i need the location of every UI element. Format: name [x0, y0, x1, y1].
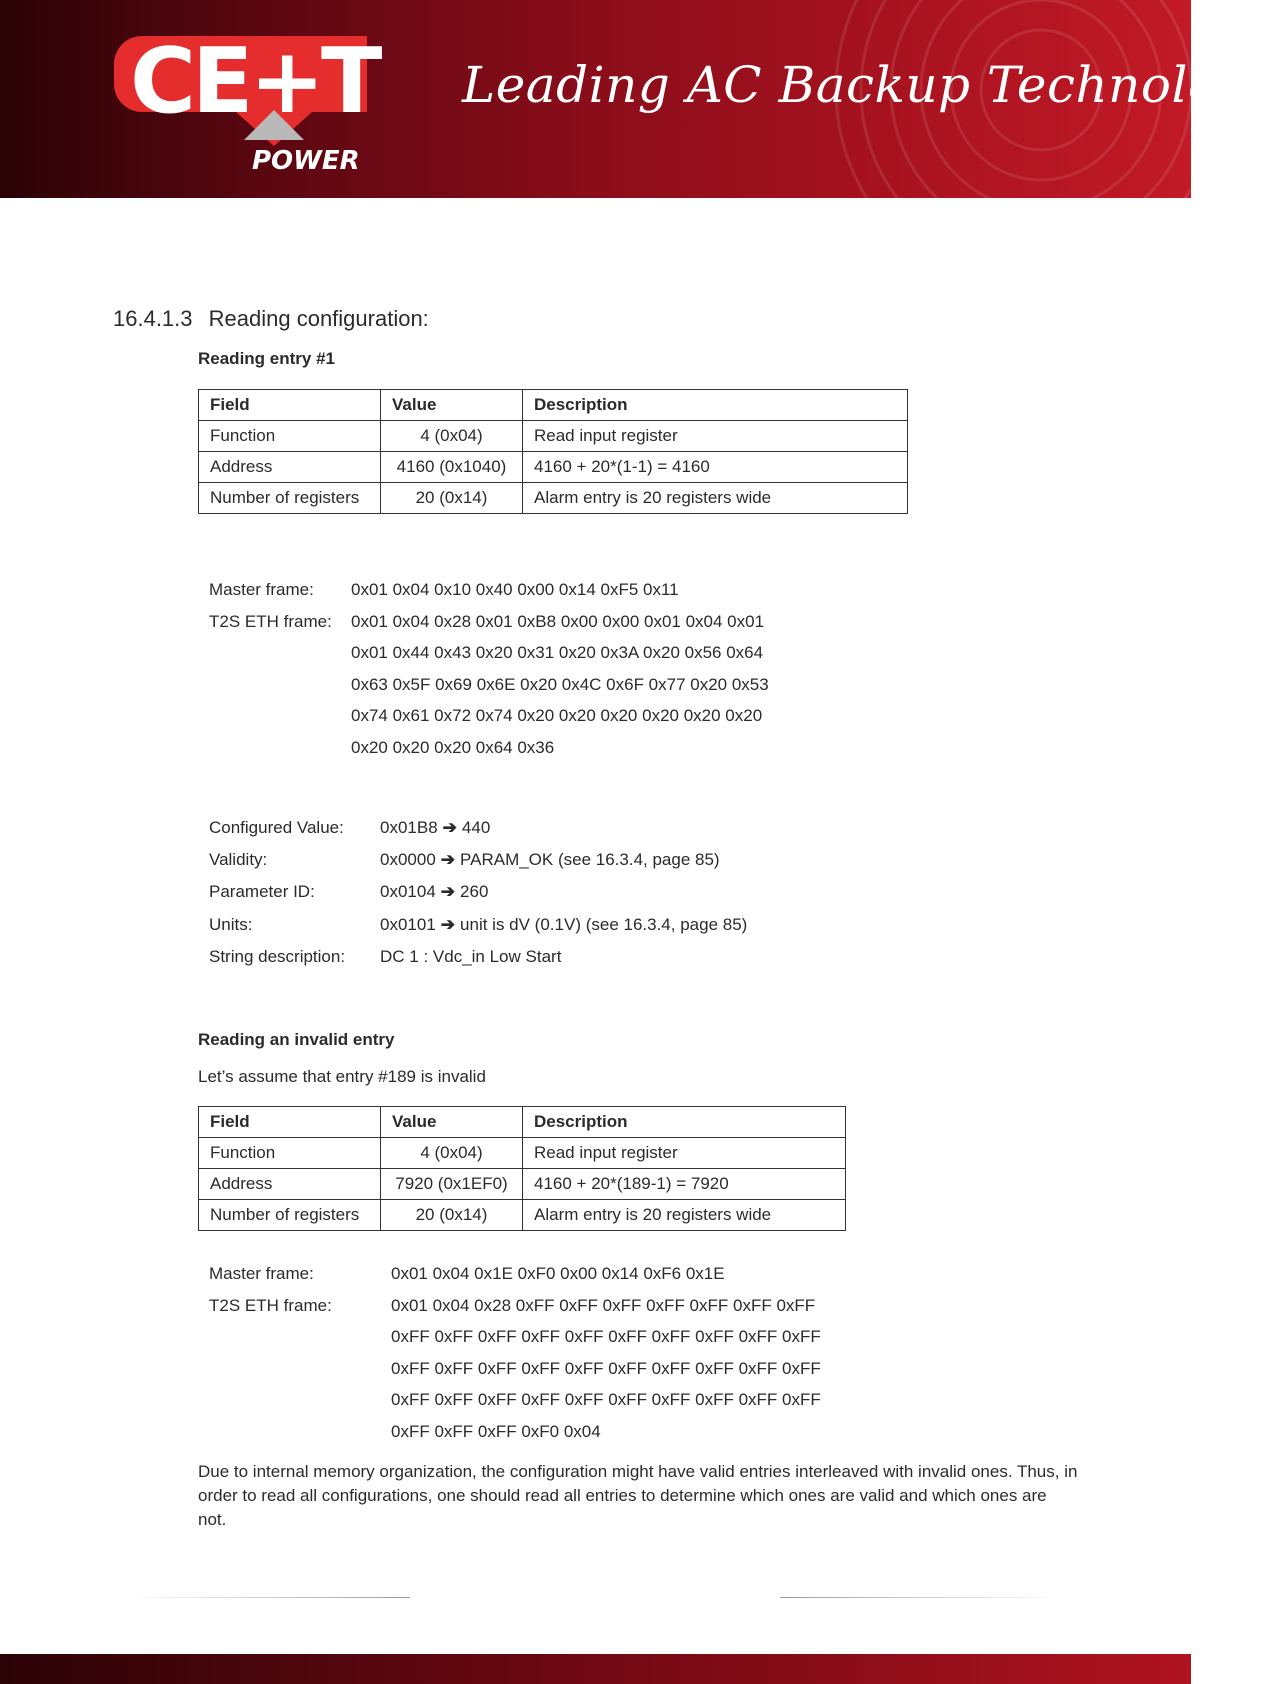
table-cell: 4 (0x04) — [381, 1138, 523, 1169]
section-title: Reading configuration: — [208, 306, 429, 331]
arrow-right-icon: ➔ — [440, 914, 456, 934]
decoded-meaning: PARAM_OK (see 16.3.4, page 85) — [460, 850, 720, 870]
footer-divider-left — [130, 1597, 410, 1598]
table-header-cell: Description — [523, 390, 908, 421]
eth-frame-line: 0x01 0x04 0x28 0x01 0xB8 0x00 0x00 0x01 0x04 0x01 — [351, 611, 765, 631]
table-cell: Read input register — [523, 1138, 846, 1169]
cet-power-logo — [112, 26, 377, 176]
frame-row — [209, 1359, 821, 1391]
table-cell: 7920 (0x1EF0) — [381, 1169, 523, 1200]
decoded-row — [209, 915, 747, 947]
decoded-label: Parameter ID: — [209, 882, 315, 902]
table-header-cell: Field — [199, 390, 381, 421]
frame-row — [209, 580, 769, 612]
table-header-cell: Field — [199, 1107, 381, 1138]
eth-frame-line: 0x74 0x61 0x72 0x74 0x20 0x20 0x20 0x20 0x20 0x20 — [351, 706, 763, 725]
decoded-label: Configured Value: — [209, 818, 344, 837]
master-frame-label: Master frame: — [209, 580, 314, 599]
table-row — [199, 1169, 846, 1200]
decoded-row — [209, 818, 747, 850]
decoded-meaning: 260 — [460, 882, 489, 902]
eth-frame-line: 0x01 0x44 0x43 0x20 0x31 0x20 0x3A 0x20 0x56 0x64 — [351, 643, 764, 662]
table-row — [199, 1138, 846, 1169]
eth-frame-line: 0x01 0x04 0x28 0xFF 0xFF 0xFF 0xFF 0xFF 0xFF 0xFF — [391, 1295, 816, 1315]
table-cell: Function — [199, 1138, 381, 1169]
eth-frame-line: 0xFF 0xFF 0xFF 0xF0 0x04 — [391, 1421, 601, 1441]
table-header-row — [199, 390, 908, 421]
master-frame-bytes: 0x01 0x04 0x1E 0xF0 0x00 0x14 0xF6 0x1E — [391, 1264, 725, 1283]
decoded-label: Validity: — [209, 850, 268, 870]
eth-frame-line: 0xFF 0xFF 0xFF 0xFF 0xFF 0xFF 0xFF 0xFF 0xFF 0xFF — [391, 1327, 821, 1346]
frame-row — [209, 1390, 821, 1422]
entry1-heading: Reading entry #1 — [198, 349, 335, 368]
table-header-cell: Value — [381, 1107, 523, 1138]
table-cell: Alarm entry is 20 registers wide — [523, 1200, 846, 1231]
footer-divider-right — [780, 1597, 1060, 1598]
decoded-values — [209, 818, 747, 979]
master-frame-bytes: 0x01 0x04 0x10 0x40 0x00 0x14 0xF5 0x11 — [351, 580, 679, 599]
eth-frame-label: T2S ETH frame: — [209, 1295, 332, 1315]
table-cell: 20 (0x14) — [381, 483, 523, 514]
table-cell: Number of registers — [199, 483, 381, 514]
decoded-row — [209, 882, 747, 914]
table-header-cell: Description — [523, 1107, 846, 1138]
decoded-raw: 0x0101 — [380, 914, 436, 934]
invalid-frames — [209, 1264, 821, 1453]
table-row — [199, 421, 908, 452]
eth-frame-line: 0xFF 0xFF 0xFF 0xFF 0xFF 0xFF 0xFF 0xFF 0xFF 0xFF — [391, 1358, 821, 1378]
table-row — [199, 483, 908, 514]
invalid-heading: Reading an invalid entry — [198, 1030, 395, 1049]
fan-decoration-icon — [831, 0, 1251, 300]
table-cell: 4160 + 20*(189-1) = 7920 — [523, 1169, 846, 1200]
table-cell: 20 (0x14) — [381, 1200, 523, 1231]
frame-row — [209, 612, 769, 644]
frame-row — [209, 1422, 821, 1454]
frame-row — [209, 738, 769, 770]
table-cell: 4 (0x04) — [381, 421, 523, 452]
footer-band — [0, 1654, 1191, 1684]
table-cell: Number of registers — [199, 1200, 381, 1231]
table-header-cell: Value — [381, 390, 523, 421]
arrow-right-icon: ➔ — [440, 850, 456, 870]
eth-frame-line: 0x63 0x5F 0x69 0x6E 0x20 0x4C 0x6F 0x77 0x20 0x53 — [351, 674, 769, 694]
decoded-row — [209, 947, 747, 979]
table-cell: Address — [199, 1169, 381, 1200]
logo-wordmark: CE+T — [130, 29, 379, 134]
table-cell: 4160 + 20*(1-1) = 4160 — [523, 452, 908, 483]
eth-frame-label: T2S ETH frame: — [209, 611, 332, 631]
section-number: 16.4.1.3 — [113, 306, 193, 331]
decoded-raw: 0x0104 — [380, 882, 436, 902]
table-cell: 4160 (0x1040) — [381, 452, 523, 483]
frame-row — [209, 706, 769, 738]
table-row — [199, 452, 908, 483]
decoded-meaning: 440 — [461, 818, 491, 837]
frame-row — [209, 675, 769, 707]
tagline: Leading AC Backup Technology — [462, 56, 1280, 114]
table-header-row — [199, 1107, 846, 1138]
decoded-meaning: unit is dV (0.1V) (see 16.3.4, page 85) — [460, 914, 748, 934]
closing-paragraph: Due to internal memory organization, the configuration might have valid entries interleaved with invalid ones. Thus, in order to read all configurations, one should read all entries to determine which ones are valid and which ones are not. — [198, 1462, 1078, 1529]
table-cell: Function — [199, 421, 381, 452]
invalid-intro: Let’s assume that entry #189 is invalid — [198, 1067, 486, 1086]
entry1-table — [198, 389, 908, 514]
master-frame-label: Master frame: — [209, 1264, 314, 1283]
arrow-right-icon: ➔ — [440, 882, 456, 902]
header-banner — [0, 0, 1280, 198]
decoded-raw: 0x0000 — [380, 850, 436, 870]
decoded-raw: 0x01B8 — [380, 818, 438, 837]
eth-frame-line: 0xFF 0xFF 0xFF 0xFF 0xFF 0xFF 0xFF 0xFF 0xFF 0xFF — [391, 1390, 821, 1409]
frame-row — [209, 1264, 821, 1296]
entry1-frames — [209, 580, 769, 769]
logo-subtext: POWER — [252, 146, 360, 176]
section-heading — [113, 306, 429, 332]
decoded-label: String description: — [209, 946, 346, 966]
table-cell: Read input register — [523, 421, 908, 452]
table-row — [199, 1200, 846, 1231]
decoded-row — [209, 850, 747, 882]
eth-frame-line: 0x20 0x20 0x20 0x64 0x36 — [351, 737, 555, 757]
frame-row — [209, 1296, 821, 1328]
table-cell: Alarm entry is 20 registers wide — [523, 483, 908, 514]
decoded-label: Units: — [209, 914, 253, 934]
decoded-raw: DC 1 : Vdc_in Low Start — [380, 946, 562, 966]
arrow-right-icon: ➔ — [442, 818, 457, 837]
frame-row — [209, 643, 769, 675]
frame-row — [209, 1327, 821, 1359]
invalid-table — [198, 1106, 846, 1231]
table-cell: Address — [199, 452, 381, 483]
